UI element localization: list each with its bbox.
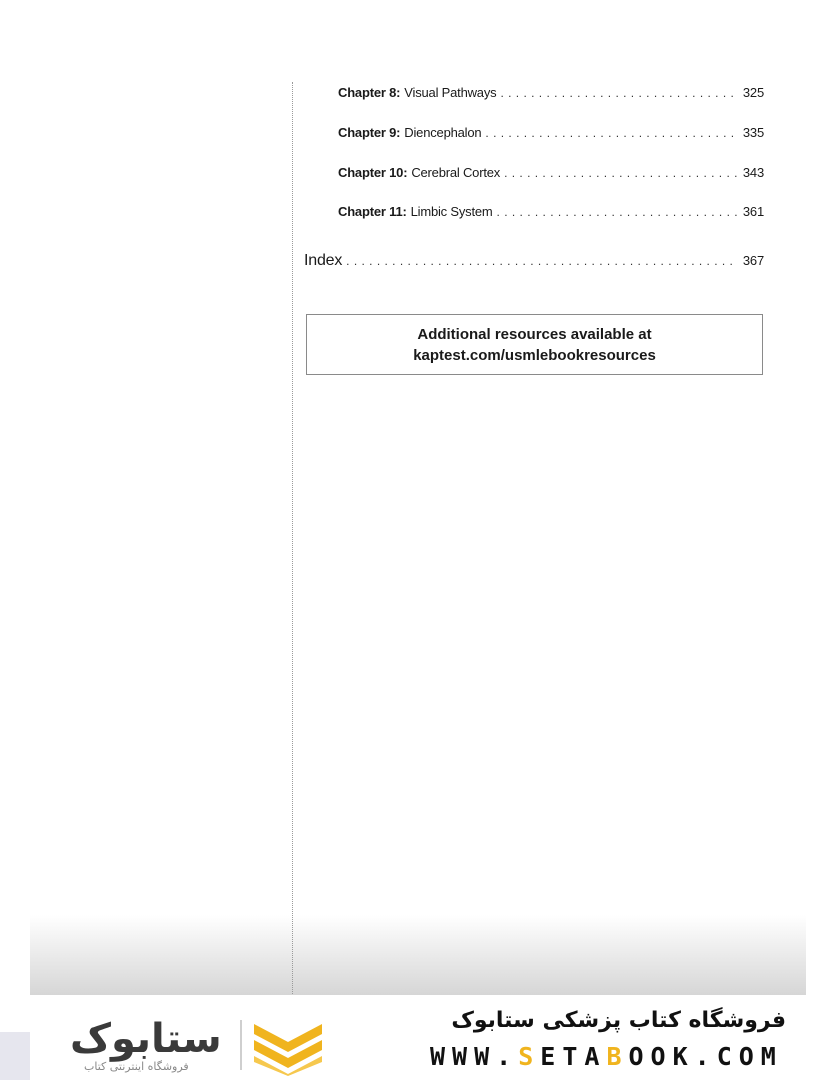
index-title: Index [304, 252, 343, 269]
dot-leader [346, 254, 737, 268]
setabook-logo [70, 1012, 330, 1078]
url-part: WWW. [430, 1042, 519, 1071]
column-divider [292, 82, 293, 994]
chapter-page: 343 [742, 165, 764, 180]
logo-wordmark: ستابوک [70, 1016, 222, 1062]
page-bottom-shadow [30, 915, 806, 995]
chapter-number: Chapter 8: [338, 85, 401, 100]
dot-leader [504, 166, 737, 180]
chapter-title: Cerebral Cortex [411, 165, 501, 180]
toc-entry-chapter-11[interactable] [338, 204, 764, 224]
toc-entry-chapter-8[interactable] [338, 85, 764, 105]
logo-separator [240, 1020, 242, 1070]
chapter-number: Chapter 9: [338, 125, 401, 140]
dot-leader [485, 126, 737, 140]
index-page: 367 [742, 253, 764, 268]
url-highlight: S [518, 1042, 541, 1071]
shop-url[interactable] [430, 1042, 783, 1071]
url-part: ETA [540, 1042, 607, 1071]
chapter-page: 361 [742, 204, 764, 219]
dot-leader [500, 86, 736, 100]
chapter-title: Visual Pathways [404, 85, 497, 100]
url-part: OOK.COM [628, 1042, 783, 1071]
book-chevron-icon [250, 1016, 326, 1076]
dot-leader [497, 205, 737, 219]
chapter-page: 335 [742, 125, 764, 140]
resources-url[interactable]: kaptest.com/usmlebookresources [413, 346, 656, 364]
toc-entry-chapter-10[interactable] [338, 165, 764, 185]
logo-subtitle: فروشگاه اینترنتی کتاب [84, 1060, 189, 1073]
additional-resources-box [306, 314, 763, 375]
shop-title: فروشگاه کتاب پزشکی ستابوک [451, 1008, 786, 1033]
resources-line-1: Additional resources available at [417, 325, 652, 343]
chapter-page: 325 [742, 85, 764, 100]
chapter-title: Diencephalon [404, 125, 482, 140]
toc-entry-index[interactable] [304, 252, 764, 272]
url-highlight: B [606, 1042, 629, 1071]
chapter-title: Limbic System [410, 204, 493, 219]
toc-entry-chapter-9[interactable] [338, 125, 764, 145]
chapter-number: Chapter 11: [338, 204, 407, 219]
document-page [30, 0, 806, 995]
footer-side-tab [0, 1032, 30, 1080]
chapter-number: Chapter 10: [338, 165, 408, 180]
